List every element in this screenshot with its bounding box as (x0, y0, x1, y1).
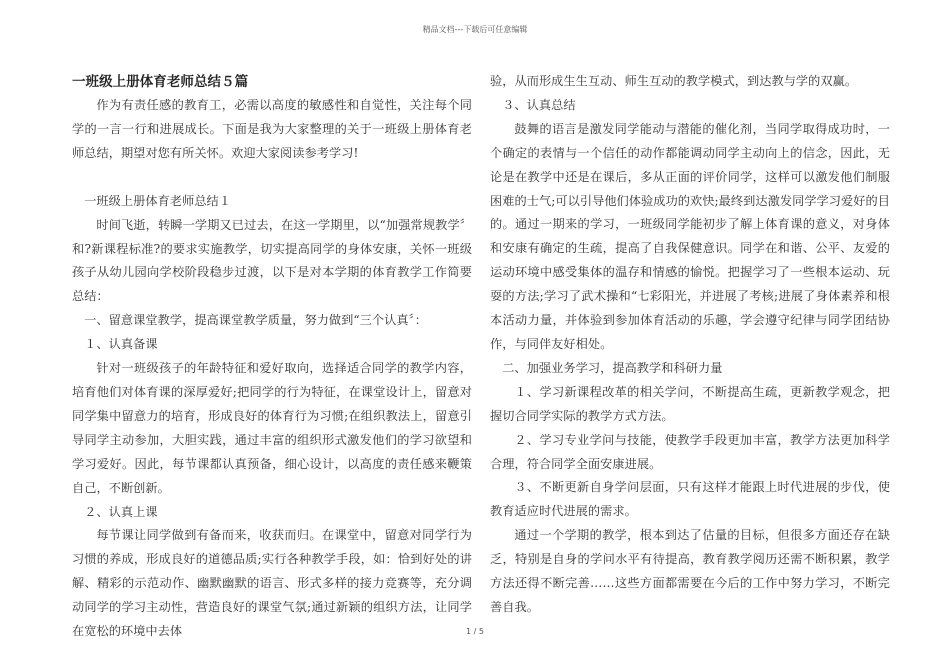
page-header: 精品文档---下载后可任意编辑 (422, 25, 528, 34)
heading-2: 二、加强业务学习，提高教学和科研力量 (502, 360, 723, 375)
paragraph-1: 时间飞逝，转瞬一学期又已过去，在这一学期里，以“加强常规教学〞和?新课程标准?的要求实施教学，切实提高同学的身体安康，关怀一班级孩子从幼儿园向学校阶段稳步过渡，以下是对本学期的体育教学工作简要总结： (72, 217, 472, 304)
heading-1-2: ２、认真上课 (84, 504, 158, 519)
paragraph-5: 通过一个学期的教学，根本到达了估量的目标，但很多方面还存在缺乏，特别是自身的学问水平有待提高，教育教学阅历还需不断积累，教学方法还得不断完善……这些方面都需要在今后的工作中努力学习，不断完善自我。 (490, 528, 890, 614)
heading-1-1: １、认真备课 (84, 337, 158, 352)
spacer (72, 166, 472, 190)
paragraph-2: 针对一班级孩子的年龄特征和爱好取向，选择适合同学的教学内容，培育他们对体育课的深厚爱好;把同学的行为特征，在课堂设计上，留意对同学集中留意力的培育，形成良好的体育行为习惯;在组织教法上，留意引导同学主动参加，大胆实践，通过丰富的组织形式激发他们的学习欲望和学习爱好。因此，每节课都认真预备，细心设计，以高度的责任感来鞭策自己，不断创新。 (72, 361, 472, 495)
heading-1-3: ３、认真总结 (502, 97, 576, 112)
heading-2-1: １、学习新课程改革的相关学问，不断提高生疏，更新教学观念，把握切合同学实际的教学方式方法。 (490, 384, 890, 423)
paragraph-4: 鼓舞的语言是激发同学能动与潜能的催化剂，当同学取得成功时，一个确定的表情与一个信任的动作都能调动同学主动向上的信念，因此，无论是在教学中还是在课后，多从正面的评价同学，这样可以激发他们制服困难的士气;可以引导他们体验成功的欢快;最终到达激发同学学习爱好的目的。通过一期来的学习，一班级同学能初步了解上体育课的意义，对身体和安康有确定的生疏，提高了自我保健意识。同学在和谐、公平、友爱的运动环境中感受集体的温存和情感的愉悦。把握学习了一些根本运动、玩耍的方法;学习了武术操和“七彩阳光，并进展了考核;进展了身体素养和根本活动力量，并体验到参加体育活动的乐趣，学会遵守纪律与同学团结协作，与同伴友好相处。 (490, 121, 890, 351)
section-subtitle: 一班级上册体育老师总结１ (84, 193, 232, 208)
left-column (72, 70, 472, 644)
page-number: 1 / 5 (466, 627, 484, 636)
right-column (490, 70, 890, 620)
paragraph-continued: 验，从而形成生生互动、师生互动的教学模式，到达教与学的双赢。 (490, 74, 858, 88)
paragraph-3: 每节课让同学做到有备而来，收获而归。在课堂中，留意对同学行为习惯的养成，形成良好的道德品质;实行各种教学手段，如：恰到好处的讲解、精彩的示范动作、幽默幽默的语言、形式多样的接力竞赛等，充分调动同学的学习主动性，营造良好的课堂气氛;通过新颖的组织方法，让同学在宽松的环境中去体 (72, 528, 472, 639)
heading-2-3: ３、不断更新自身学问层面，只有这样才能跟上时代进展的步伐，使教育适应时代进展的需求。 (490, 480, 890, 519)
document-title: 一班级上册体育老师总结５篇 (72, 74, 249, 90)
intro-paragraph: 作为有责任感的教育工，必需以高度的敏感性和自觉性，关注每个同学的一言一行和进展成长。下面是我为大家整理的关于一班级上册体育老师总结，期望对您有所关怀。欢迎大家阅读参考学习! (72, 98, 472, 160)
heading-1: 一、留意课堂教学，提高课堂教学质量，努力做到“三个认真〞： (84, 313, 428, 328)
heading-2-2: ２、学习专业学问与技能，使教学手段更加丰富，教学方法更加科学合理，符合同学全面安康进展。 (490, 432, 890, 471)
